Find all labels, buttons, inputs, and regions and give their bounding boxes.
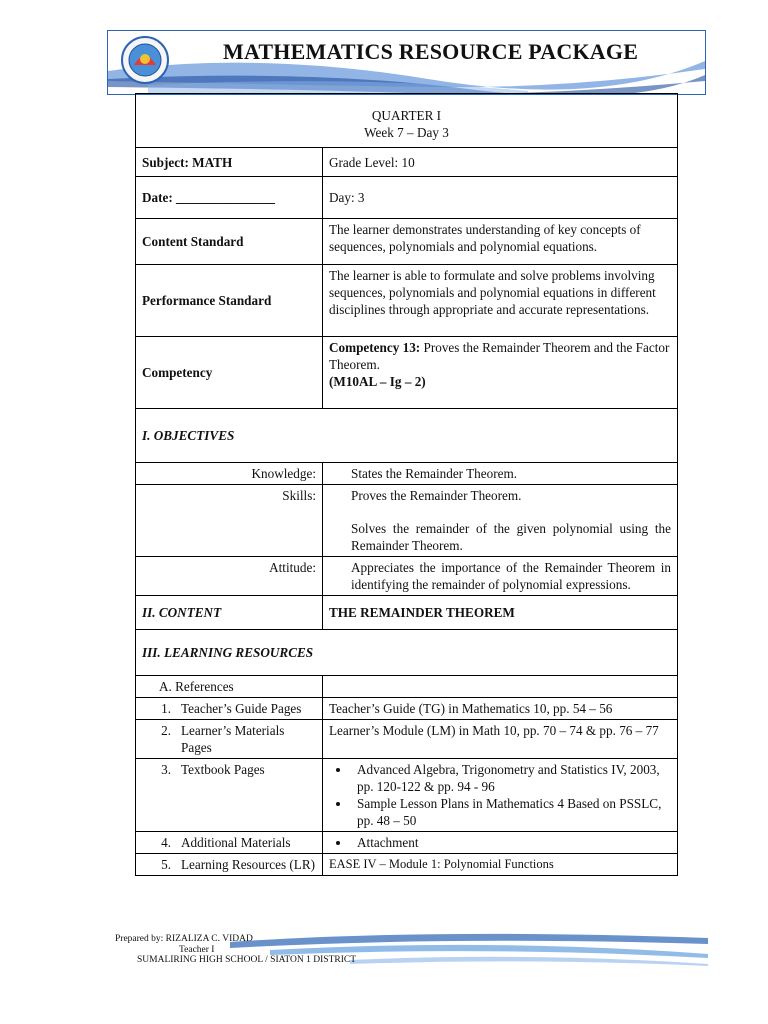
resource-value-5: EASE IV – Module 1: Polynomial Functions (323, 854, 678, 876)
school-name: SUMALIRING HIGH SCHOOL / SIATON 1 DISTRICT (137, 955, 357, 965)
quarter-title: QUARTER I (371, 107, 442, 123)
competency-text: Proves the Remainder Theorem and the Factor Theorem. (329, 340, 670, 372)
knowledge-value: States the Remainder Theorem. (323, 463, 678, 485)
grade-level-cell: Grade Level: 10 (323, 148, 678, 177)
resource-item-2 (136, 720, 323, 759)
day-cell: Day: 3 (323, 177, 678, 219)
resource-label: Additional Materials (181, 835, 291, 850)
resources-heading: III. LEARNING RESOURCES (136, 630, 678, 676)
content-heading: II. CONTENT (136, 596, 323, 630)
competency-number: Competency 13: (329, 340, 421, 355)
page-footer (115, 934, 356, 966)
resource-label: Learning Resources (LR) (181, 857, 316, 872)
resource-value-1: Teacher’s Guide (TG) in Mathematics 10, pp. 54 – 56 (323, 698, 678, 720)
skills-item-1: Proves the Remainder Theorem. (351, 488, 522, 503)
content-value: THE REMAINDER THEOREM (323, 596, 678, 630)
skills-value (323, 485, 678, 557)
resource-label: Teacher’s Guide Pages (181, 701, 302, 716)
quarter-subtitle: Week 7 – Day 3 (364, 124, 449, 140)
references-value (323, 676, 678, 698)
competency-label: Competency (136, 337, 323, 409)
knowledge-label: Knowledge: (136, 463, 323, 485)
prepared-by: Prepared by: RIZALIZA C. VIDAD (115, 934, 253, 944)
competency-code: (M10AL – Ig – 2) (329, 374, 426, 389)
references-label: A. References (136, 676, 323, 698)
list-item: • Sample Lesson Plans in Mathematics 4 Based on PSSLC, pp. 48 – 50 (351, 795, 671, 829)
attitude-label: Attitude: (136, 557, 323, 596)
competency-value (323, 337, 678, 409)
list-item: • Advanced Algebra, Trigonometry and Statistics IV, 2003, pp. 120-122 & pp. 94 - 96 (351, 761, 671, 795)
resource-num: 3. (161, 762, 171, 777)
quarter-cell (136, 94, 678, 148)
content-standard-value: The learner demonstrates understanding of key concepts of sequences, polynomials and polynomial equations. (323, 219, 678, 265)
attitude-value: Appreciates the importance of the Remainder Theorem in identifying the remainder of polynomial expressions. (323, 557, 678, 596)
subject-cell: Subject: MATH (136, 148, 323, 177)
teacher-position: Teacher I (179, 944, 215, 955)
resource-value-2: Learner’s Module (LM) in Math 10, pp. 70 – 74 & pp. 76 – 77 (323, 720, 678, 759)
resource-label: Learner’s Materials Pages (181, 723, 285, 755)
page-title: MATHEMATICS RESOURCE PACKAGE (223, 39, 639, 64)
performance-standard-value: The learner is able to formulate and solve problems involving sequences, polynomials and polynomial equations in different disciplines through appropriate and accurate representations. (323, 265, 678, 337)
resource-num: 1. (161, 701, 171, 716)
resource-item-5 (136, 854, 323, 876)
lesson-plan-table (135, 93, 678, 876)
resource-num: 2. (161, 723, 171, 738)
resource-value-3 (323, 759, 678, 832)
page-header (107, 30, 706, 95)
resource-num: 5. (161, 857, 171, 872)
resource-item-4 (136, 832, 323, 854)
skills-label: Skills: (136, 485, 323, 557)
list-item: • Attachment (351, 834, 671, 851)
date-cell: Date: _______________ (136, 177, 323, 219)
resource-num: 4. (161, 835, 171, 850)
resource-value-4 (323, 832, 678, 854)
deped-seal-icon (120, 35, 170, 85)
content-standard-label: Content Standard (136, 219, 323, 265)
resource-label: Textbook Pages (181, 762, 265, 777)
resource-item-1 (136, 698, 323, 720)
skills-item-2: Solves the remainder of the given polynomial using the Remainder Theorem. (351, 521, 671, 553)
objectives-heading: I. OBJECTIVES (136, 409, 678, 463)
performance-standard-label: Performance Standard (136, 265, 323, 337)
resource-item-3 (136, 759, 323, 832)
